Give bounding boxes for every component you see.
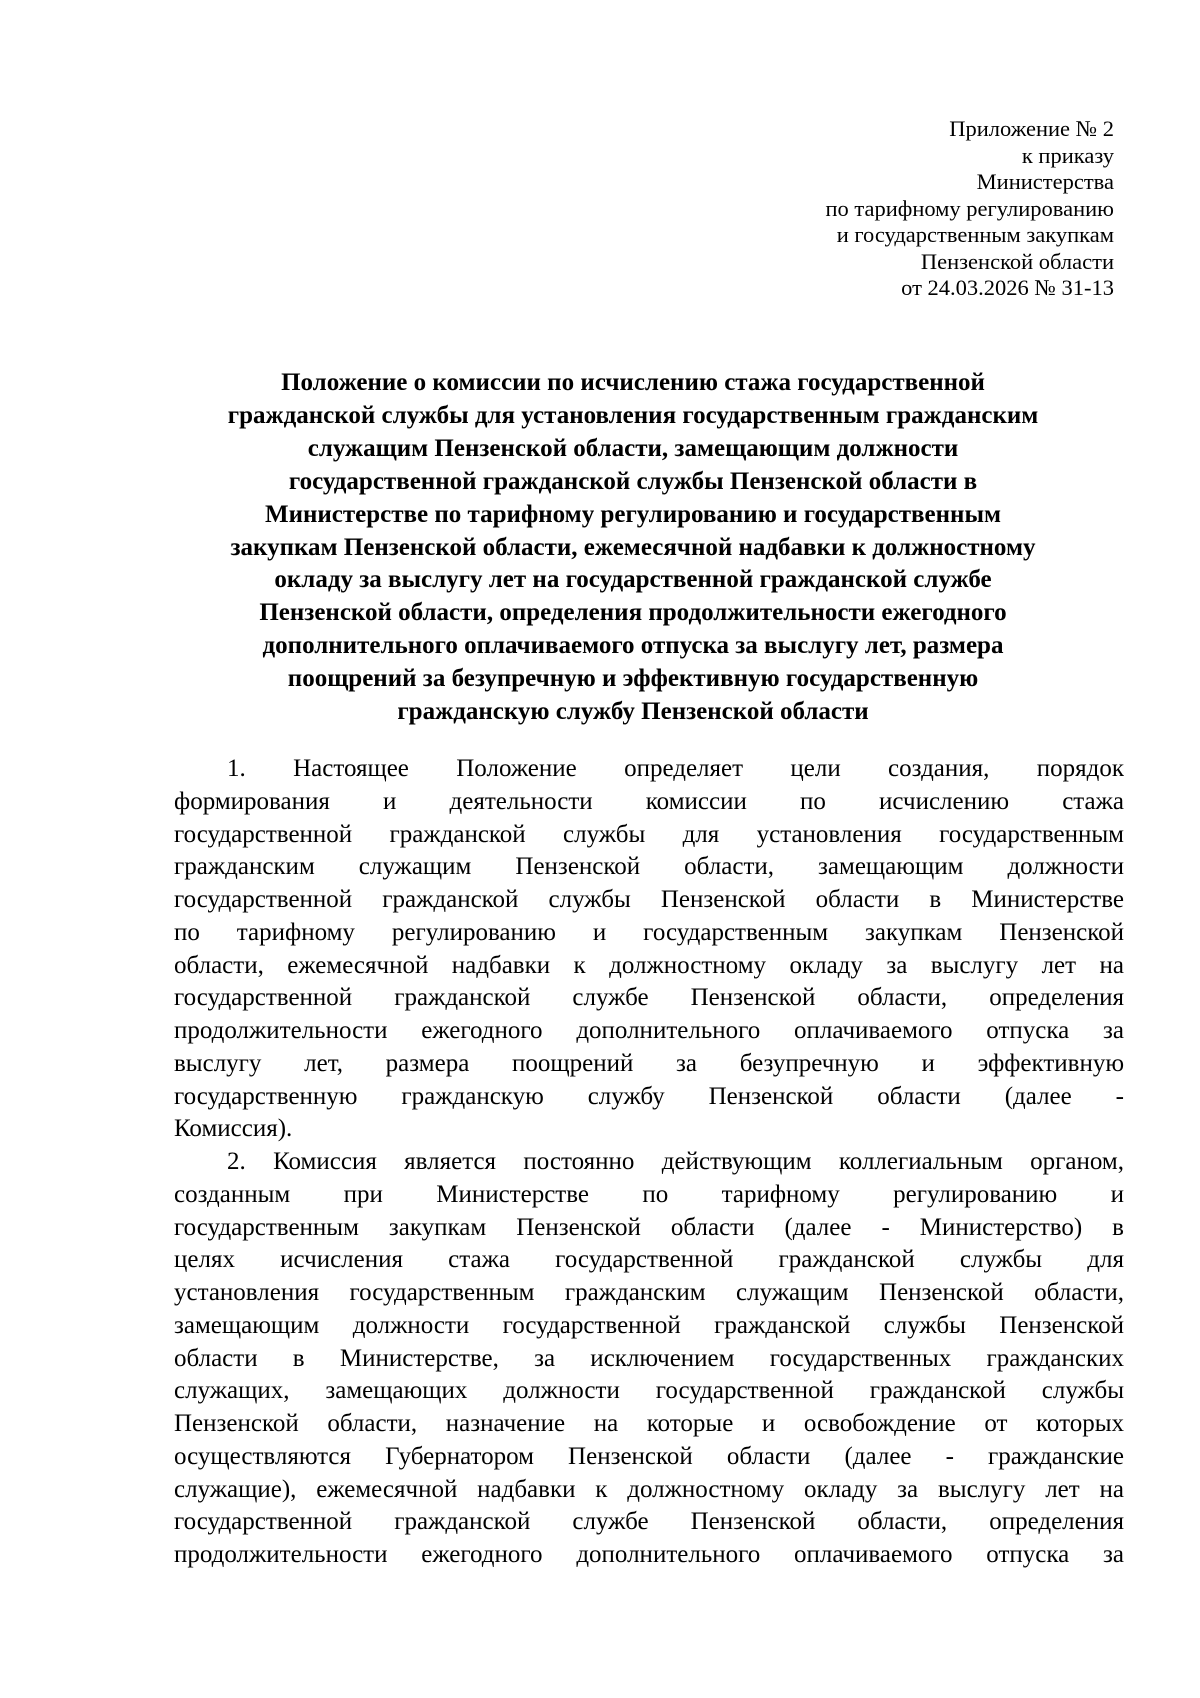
paragraph-line: 1. Настоящее Положение определяет цели создания, порядок (227, 755, 1124, 782)
paragraph-line: гражданским служащим Пензенской области, замещающим должности (174, 853, 1124, 881)
document-body (174, 753, 1124, 1572)
appendix-region: Пензенской области (920, 248, 1114, 274)
paragraph-line: продолжительности ежегодного дополнительного оплачиваемого отпуска за (174, 1017, 1124, 1044)
title-line: закупкам Пензенской области, ежемесячной надбавки к должностному (230, 533, 1036, 561)
title-line: Пензенской области, определения продолжительности ежегодного (259, 599, 1007, 627)
appendix-ministry-line: по тарифному регулированию (825, 195, 1114, 221)
paragraph-line: 2. Комиссия является постоянно действующим коллегиальным органом, (227, 1148, 1124, 1175)
title-line: Положение о комиссии по исчислению стажа государственной (281, 369, 985, 396)
paragraph-1 (174, 753, 1124, 1146)
appendix-header (825, 116, 1114, 302)
title-line: служащим Пензенской области, замещающим должности (307, 434, 959, 462)
appendix-number: Приложение № 2 (949, 116, 1114, 141)
paragraph-line: государственной гражданской службе Пензенской области, определения (174, 1508, 1124, 1536)
title-line: государственной гражданской службы Пензенской области в (288, 467, 978, 495)
paragraph-line: целях исчисления стажа государственной гражданской службы для (174, 1246, 1124, 1274)
appendix-ministry: Министерства (976, 169, 1114, 194)
title-line: гражданскую службу Пензенской области (397, 698, 869, 726)
paragraph-line: Комиссия). (174, 1115, 293, 1143)
paragraph-line: государственной гражданской службы Пензенской области в Министерстве (174, 886, 1124, 913)
paragraph-line: государственной гражданской службы для установления государственным (174, 820, 1124, 848)
appendix-ministry-line: и государственным закупкам (836, 222, 1114, 247)
paragraph-line: области, ежемесячной надбавки к должностному окладу за выслугу лет на (174, 951, 1124, 979)
title-line: Министерстве по тарифному регулированию и государственным (264, 500, 1002, 528)
title-line: гражданской службы для установления государственным гражданским (227, 401, 1039, 429)
appendix-date-number: от 24.03.2026 № 31-13 (901, 275, 1114, 300)
document-title (158, 367, 1108, 729)
paragraph-line: государственным закупкам Пензенской области (далее - Министерство) в (174, 1213, 1124, 1241)
paragraph-line: области в Министерстве, за исключением государственных гражданских (174, 1344, 1124, 1372)
paragraph-line: государственной гражданской службе Пензенской области, определения (174, 984, 1124, 1012)
title-line: дополнительного оплачиваемого отпуска за выслугу лет, размера (262, 632, 1004, 660)
paragraph-line: служащие), ежемесячной надбавки к должностному окладу за выслугу лет на (174, 1475, 1124, 1503)
paragraph-line: продолжительности ежегодного дополнительного оплачиваемого отпуска за (174, 1541, 1124, 1568)
paragraph-line: установления государственным гражданским служащим Пензенской области, (174, 1279, 1124, 1306)
appendix-order-ref: к приказу (1021, 142, 1114, 168)
paragraph-2 (174, 1146, 1124, 1572)
title-line: поощрений за безупречную и эффективную государственную (287, 665, 979, 693)
paragraph-line: созданным при Министерстве по тарифному регулированию и (174, 1180, 1124, 1208)
title-line: окладу за выслугу лет на государственной гражданской службе (274, 566, 992, 594)
paragraph-line: служащих, замещающих должности государственной гражданской службы (174, 1377, 1124, 1405)
paragraph-line: формирования и деятельности комиссии по исчислению стажа (174, 787, 1124, 815)
paragraph-line: государственную гражданскую службу Пензенской области (далее - (174, 1082, 1124, 1110)
paragraph-line: по тарифному регулированию и государственным закупкам Пензенской (174, 918, 1124, 946)
paragraph-line: замещающим должности государственной гражданской службы Пензенской (174, 1311, 1124, 1339)
paragraph-line: Пензенской области, назначение на которые и освобождение от которых (174, 1410, 1124, 1437)
paragraph-line: выслугу лет, размера поощрений за безупречную и эффективную (174, 1049, 1124, 1077)
paragraph-line: осуществляются Губернатором Пензенской области (далее - гражданские (174, 1442, 1124, 1470)
